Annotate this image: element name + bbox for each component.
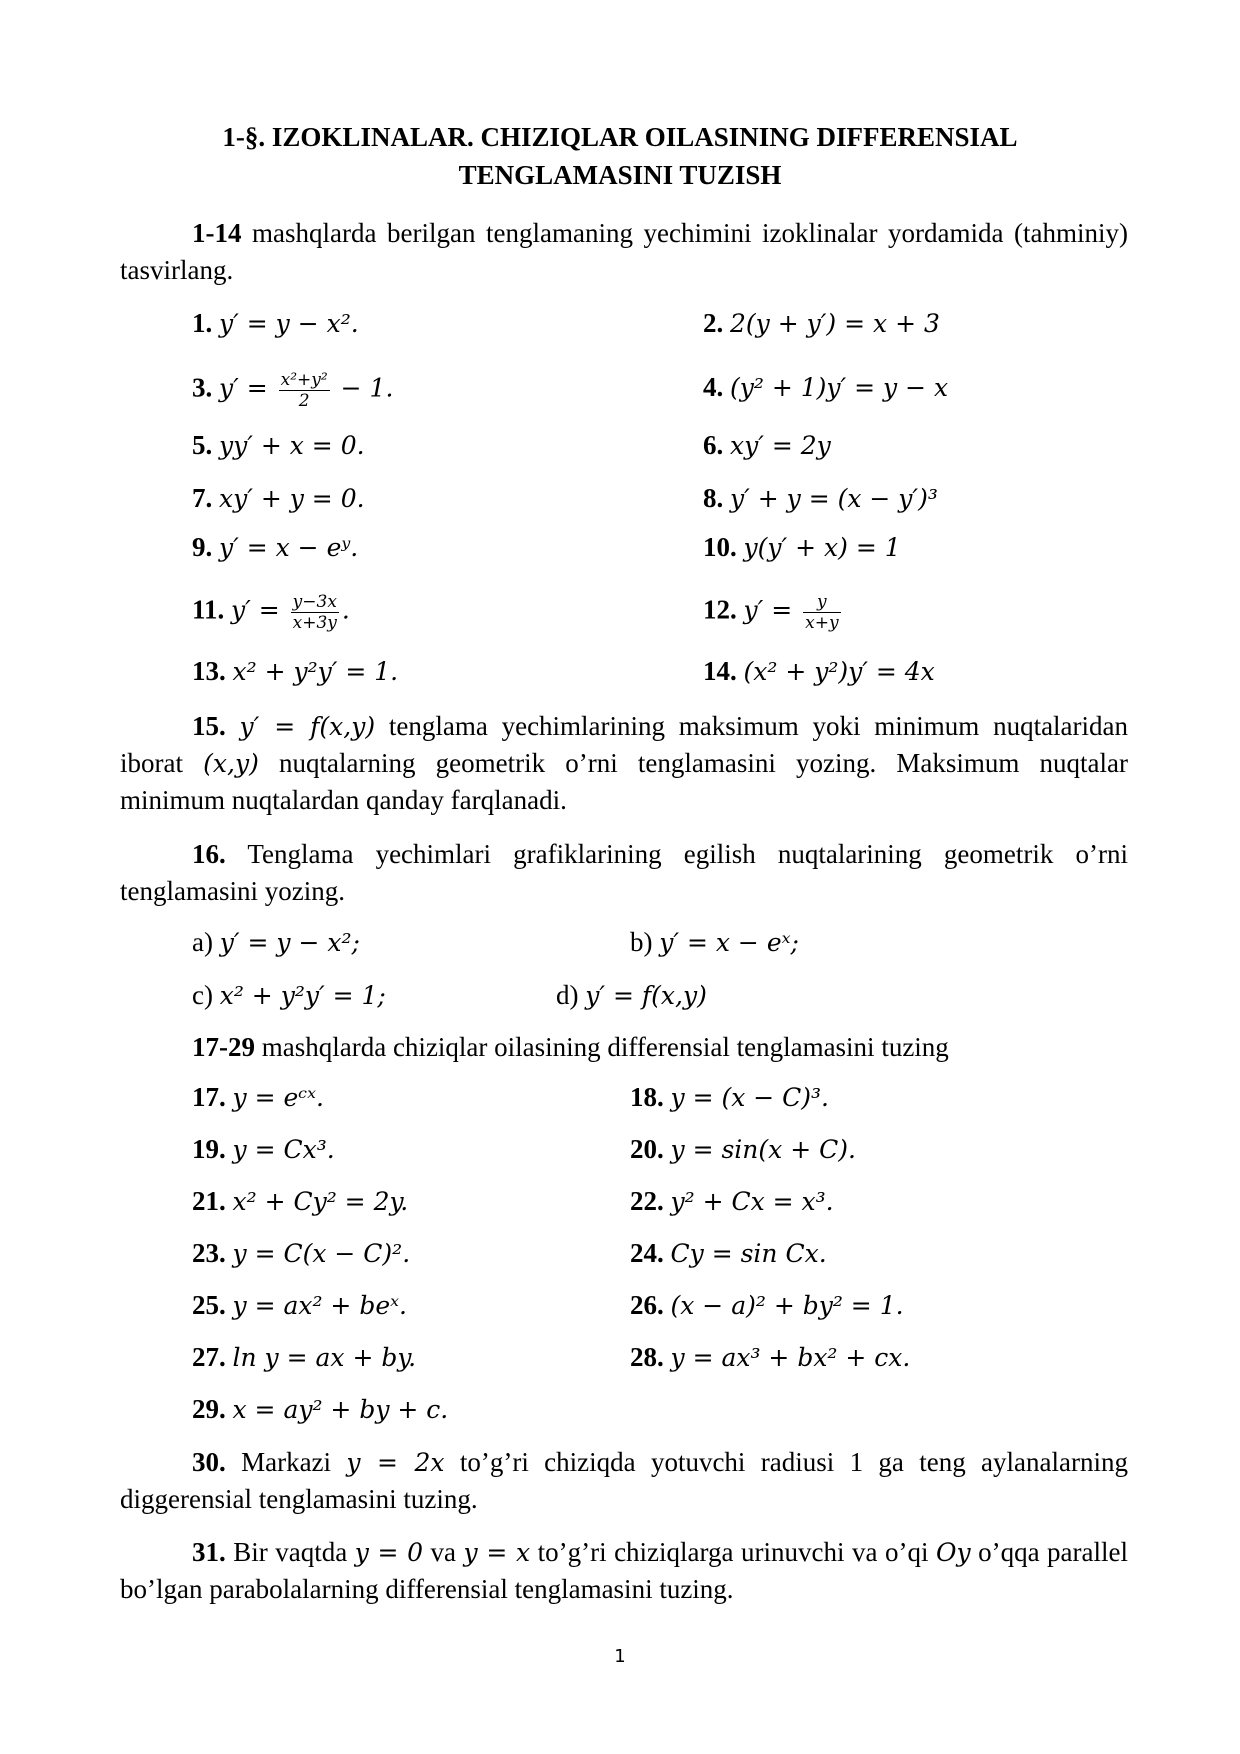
- exercise-18: 18. y = (x − C)³.: [630, 1082, 830, 1112]
- exercise-27: 27. ln y = ax + by.: [192, 1342, 417, 1372]
- section-title: [0, 118, 1240, 194]
- exercise-4: 4. (y² + 1)y′ = y − x: [703, 372, 949, 402]
- exercise-3: 3. y′ = $\frac{\text{x²+y²}}{2}$ − 1.: [192, 370, 394, 411]
- intro2-paragraph: 17-29 mashqlarda chiziqlar oilasining differensial tenglamasini tuzing: [192, 1032, 949, 1062]
- exercise-19: 19. y = Cx³.: [192, 1134, 335, 1164]
- exercise-2: 2. 2(y + y′) = x + 3: [703, 308, 940, 338]
- page-number: 1: [614, 1646, 626, 1667]
- exercise-10: 10. y(y′ + x) = 1: [703, 532, 901, 562]
- exercise-20: 20. y = sin(x + C).: [630, 1134, 856, 1164]
- section-title-line1: 1-§. IZOKLINALAR. CHIZIQLAR OILASINING DIFFERENSIAL: [222, 122, 1018, 152]
- exercise-8: 8. y′ + y = (x − y′)³: [703, 483, 938, 513]
- fraction: $\frac{\text{x²+y²}}{2}$: [280, 370, 328, 411]
- exercise-15: 15. y′ = f(x,y) tenglama yechimlarining maksimum yoki minimum nuqtalaridan iborat (x,y) nuqtalarning geometrik o’rni tenglamasini yozing. Maksimum nuqtalar minimum nuqtalardan qanday farqlanadi.: [120, 711, 1129, 815]
- exercise-5: 5. yy′ + x = 0.: [192, 430, 365, 460]
- exercise-1: 1. y′ = y − x².: [192, 308, 359, 338]
- exercise-14: 14. (x² + y²)y′ = 4x: [703, 656, 935, 686]
- exercise-16: 16. Tenglama yechimlari grafiklarining egilish nuqtalarining geometrik o’rni tenglamasini yozing.: [120, 839, 1128, 906]
- exercise-16b: b) y′ = x − eˣ;: [630, 927, 799, 957]
- exercise-16d: d) y′ = f(x,y): [556, 980, 707, 1010]
- intro-paragraph: [120, 215, 1128, 289]
- exercise-21: 21. x² + Cy² = 2y.: [192, 1186, 409, 1216]
- exercise-25: 25. y = ax² + beˣ.: [192, 1290, 407, 1320]
- exercise-16a: a) y′ = y − x²;: [192, 927, 360, 957]
- exercise-13: 13. x² + y²y′ = 1.: [192, 656, 399, 686]
- exercise-22: 22. y² + Cx = x³.: [630, 1186, 834, 1216]
- exercise-11: 11. y′ = $\frac{y-3x}{x+3y}$ .: [192, 592, 350, 633]
- exercise-17: 17. y = eᶜˣ.: [192, 1082, 324, 1112]
- exercise-6: 6. xy′ = 2y: [703, 430, 831, 460]
- exercise-28: 28. y = ax³ + bx² + cx.: [630, 1342, 911, 1372]
- exercise-12: 12. y′ = $\frac{y}{x+y}$: [703, 592, 839, 633]
- exercise-16c: c) x² + y²y′ = 1;: [192, 980, 386, 1010]
- exercise-30: 30. Markazi y = 2x to’g’ri chiziqda yotuvchi radiusi 1 ga teng aylanalarning diggerensial tenglamasini tuzing.: [120, 1447, 1128, 1514]
- exercise-9: 9. y′ = x − eʸ.: [192, 532, 359, 562]
- exercise-26: 26. (x − a)² + by² = 1.: [630, 1290, 904, 1320]
- exercise-29: 29. x = ay² + by + c.: [192, 1394, 449, 1424]
- intro-text: mashqlarda berilgan tenglamaning yechimini izoklinalar yordamida (tahminiy) tasvirlang.: [120, 218, 1128, 285]
- exercise-7: 7. xy′ + y = 0.: [192, 483, 365, 513]
- exercise-31: 31. Bir vaqtda y = 0 va y = x to’g’ri chiziqlarga urinuvchi va o’qi Oy o’qqa parallel bo’lgan parabolalarning differensial tenglamasini tuzing.: [120, 1537, 1128, 1604]
- fraction: $\frac{y-3x}{x+3y}$: [292, 592, 337, 633]
- section-title-line2: TENGLAMASINI TUZISH: [458, 160, 782, 190]
- exercise-23: 23. y = C(x − C)².: [192, 1238, 411, 1268]
- fraction: $\frac{y}{x+y}$: [805, 592, 839, 633]
- intro-range: 1-14: [192, 218, 242, 248]
- exercise-24: 24. Cy = sin Cx.: [630, 1238, 827, 1268]
